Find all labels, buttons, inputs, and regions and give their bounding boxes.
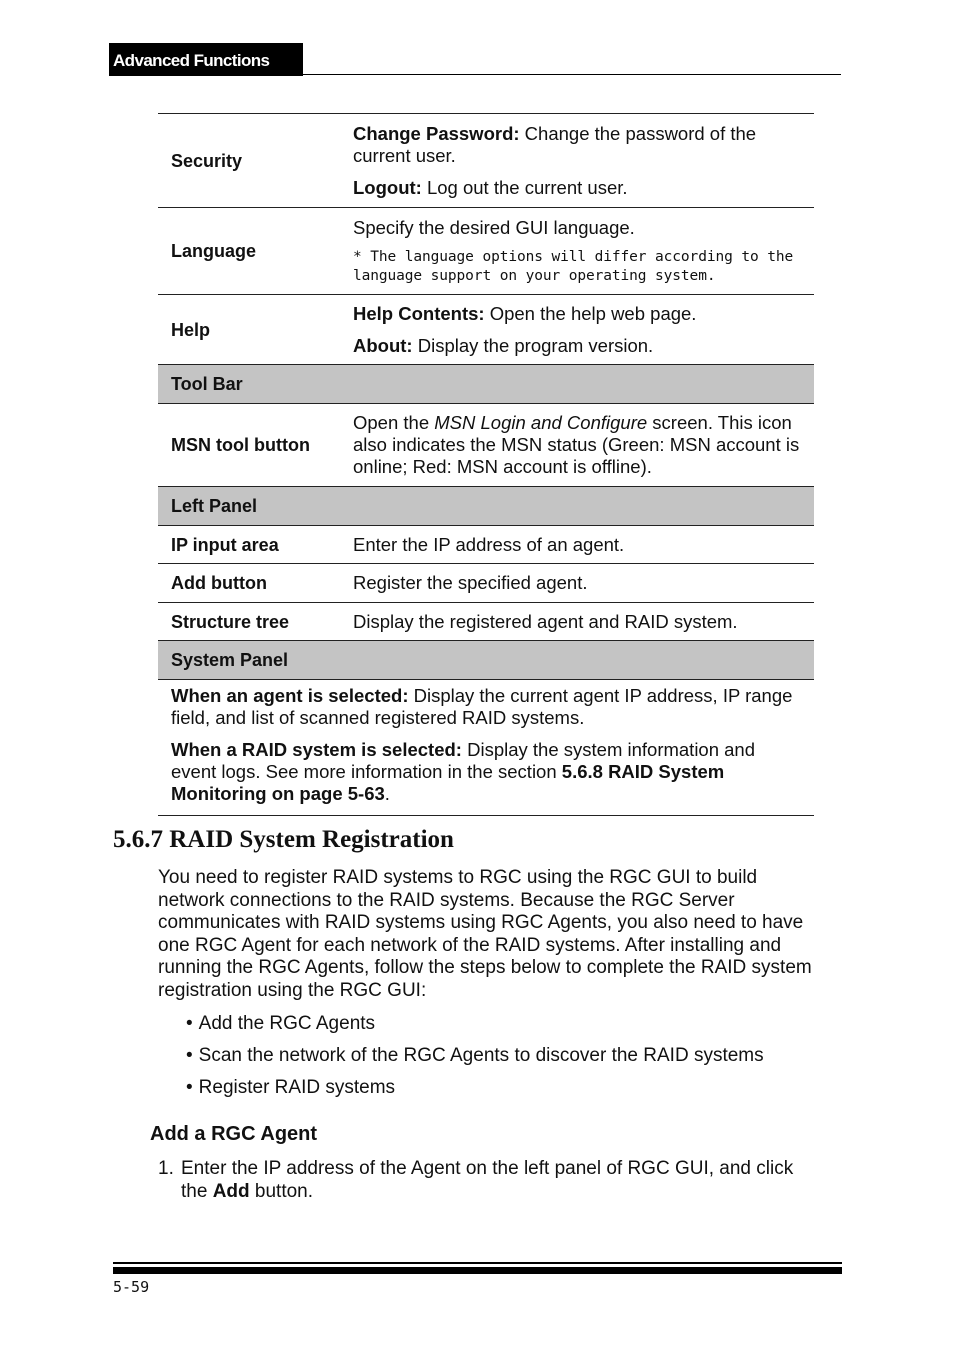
row-key: Structure tree [158,603,353,641]
row-note: * The language options will differ according to the language support on your operating system. [353,248,794,284]
cross-reference: 5.6.8 RAID System Monitoring on page 5-63 [171,761,725,804]
row-key: Language [158,208,353,295]
term-text: . [384,783,390,804]
term-text: Log out the current user. [421,176,628,198]
term-text: Display the program version. [412,334,654,356]
term-label: Help Contents: [353,302,485,324]
footer-rule [113,1262,842,1264]
term-label: Change Password: [353,122,520,144]
step-text-part: Enter the IP address of the Agent on the left panel of RGC GUI, and click the [181,1158,794,1202]
row-value [158,680,814,816]
row-value: Enter the IP address of an agent. [353,526,814,564]
page-number: 5-59 [113,1278,150,1296]
term-text: Change the password of the current user. [353,122,757,166]
row-key: MSN tool button [158,404,353,487]
step-text [181,1157,818,1203]
row-value [353,208,814,295]
term-text: Display the system information and event logs. See more information in the section [171,739,756,782]
row-key: Add button [158,564,353,603]
row-text: screen. This icon also indicates the MSN status (Green: MSN account is online; Red: MSN account is offline). [353,412,800,477]
row-key: IP input area [158,526,353,564]
row-text: Specify the desired GUI language. [353,216,635,238]
reference-table [158,113,814,816]
step-text-part: button. [249,1181,314,1202]
section-intro: You need to register RAID systems to RGC using the RGC GUI to build network connections to the RAID systems. Because the RGC Server communicates with RAID systems using RGC Agents, you also need to have one RGC Agent for each network of the RAID systems. After installing and running the RGC Agents, follow the steps below to complete the RAID system registration using the RGC GUI: [158,867,812,1001]
footer-rule-thick [113,1267,842,1274]
row-value [353,114,814,208]
row-value [353,404,814,487]
header-rule [109,74,841,75]
table-row [158,208,814,295]
term-label: When an agent is selected: [171,685,409,706]
list-item: • Add the RGC Agents [186,1013,836,1035]
table-row [158,114,814,208]
table-row [158,526,814,564]
table-row [158,564,814,603]
section-title: 5.6.7 RAID System Registration [113,826,454,853]
row-key: Help [158,295,353,365]
bullet-list [186,1013,836,1109]
button-name: Add [212,1181,250,1202]
row-value: Display the registered agent and RAID system. [353,603,814,641]
screen-name: MSN Login and Configure [434,412,648,433]
row-text: Open the [353,412,435,433]
step-number: 1. [158,1158,174,1179]
list-item: • Register RAID systems [186,1077,836,1099]
term-text: Display the current agent IP address, IP range field, and list of scanned registered RAID systems. [171,685,793,728]
term-label: About: [353,334,413,356]
row-value: Register the specified agent. [353,564,814,603]
section-heading-row [158,487,814,526]
procedure-step [158,1157,818,1203]
section-heading-row [158,365,814,404]
table-row [158,404,814,487]
section-heading-row [158,641,814,680]
row-value [353,295,814,365]
term-label: Logout: [353,176,422,198]
table-row [158,295,814,365]
section-heading: System Panel [158,641,814,680]
section-heading: Tool Bar [158,365,814,404]
term-label: When a RAID system is selected: [171,739,462,760]
section-tab: Advanced Functions [109,43,303,76]
section-heading: Left Panel [158,487,814,526]
term-text: Open the help web page. [484,302,697,324]
subsection-title: Add a RGC Agent [150,1123,318,1145]
row-key: Security [158,114,353,208]
list-item: • Scan the network of the RGC Agents to discover the RAID systems [186,1045,836,1067]
table-row [158,680,814,816]
table-row [158,603,814,641]
